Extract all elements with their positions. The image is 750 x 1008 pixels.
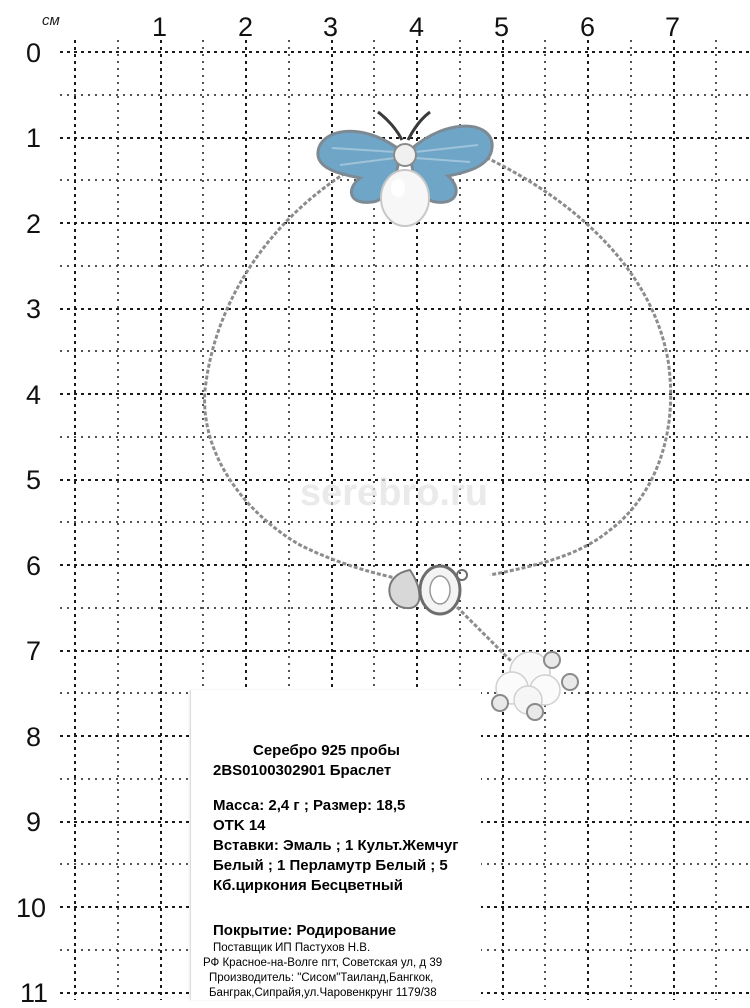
- y-axis-label-11: 11: [20, 978, 49, 1008]
- y-axis-label-10: 10: [16, 893, 47, 923]
- zirconia-head: [394, 144, 416, 166]
- tag-supplier: Поставщик ИП Пастухов Н.В.: [213, 942, 371, 954]
- tag-inserts-2: Белый ; 1 Перламутр Белый ; 5: [213, 857, 448, 874]
- y-axis-label-9: 9: [26, 807, 42, 837]
- antenna-left: [378, 112, 402, 140]
- tag-manufacturer-address: Банграк,Сипрайя,ул.Чаровенкрунг 1179/38: [209, 987, 437, 999]
- price-tag: [190, 690, 481, 1000]
- x-axis-label-3: 3: [323, 12, 339, 42]
- tag-inserts-3: Кб.циркония Бесцветный: [213, 877, 403, 894]
- y-axis-label-3: 3: [26, 294, 42, 324]
- chain-left: [205, 170, 405, 580]
- y-axis-label-5: 5: [26, 465, 42, 495]
- x-axis-label-6: 6: [580, 12, 596, 42]
- tag-article: 2BS0100302901 Браслет: [213, 762, 392, 779]
- tag-weight-size: Масса: 2,4 г ; Размер: 18,5: [213, 797, 406, 814]
- butterfly-charm: [318, 112, 492, 226]
- y-axis-label-1: 1: [26, 123, 42, 153]
- x-axis-label-5: 5: [494, 12, 510, 42]
- y-axis-label-7: 7: [26, 636, 42, 666]
- x-axis-label-1: 1: [152, 12, 168, 42]
- unit-label: см: [42, 12, 60, 29]
- x-axis-label-4: 4: [409, 12, 425, 42]
- y-axis-label-0: 0: [26, 38, 42, 68]
- tag-manufacturer: Производитель: "Сисом"Таиланд,Бангкок,: [209, 972, 434, 984]
- chain-right: [470, 150, 671, 575]
- y-axis-label-8: 8: [26, 722, 42, 752]
- x-axis-label-2: 2: [238, 12, 254, 42]
- pearl: [381, 170, 429, 226]
- tag-supplier-address: РФ Красное-на-Волге пгт, Советская ул, д 39: [203, 957, 443, 969]
- y-axis-label-4: 4: [26, 380, 42, 410]
- antenna-right: [408, 112, 430, 140]
- tag-otk: OTK 14: [213, 817, 266, 834]
- x-axis-label-7: 7: [665, 12, 681, 42]
- tag-coating: Покрытие: Родирование: [213, 922, 397, 939]
- flower-charm: [492, 652, 578, 720]
- tag-inserts-1: Вставки: Эмаль ; 1 Культ.Жемчуг: [213, 837, 459, 854]
- tag-metal: Серебро 925 пробы: [253, 742, 400, 759]
- y-axis-label-2: 2: [26, 209, 42, 239]
- watermark-logo: serebro.ru: [300, 472, 488, 514]
- lobster-clasp: [389, 566, 467, 614]
- y-axis-label-6: 6: [26, 551, 42, 581]
